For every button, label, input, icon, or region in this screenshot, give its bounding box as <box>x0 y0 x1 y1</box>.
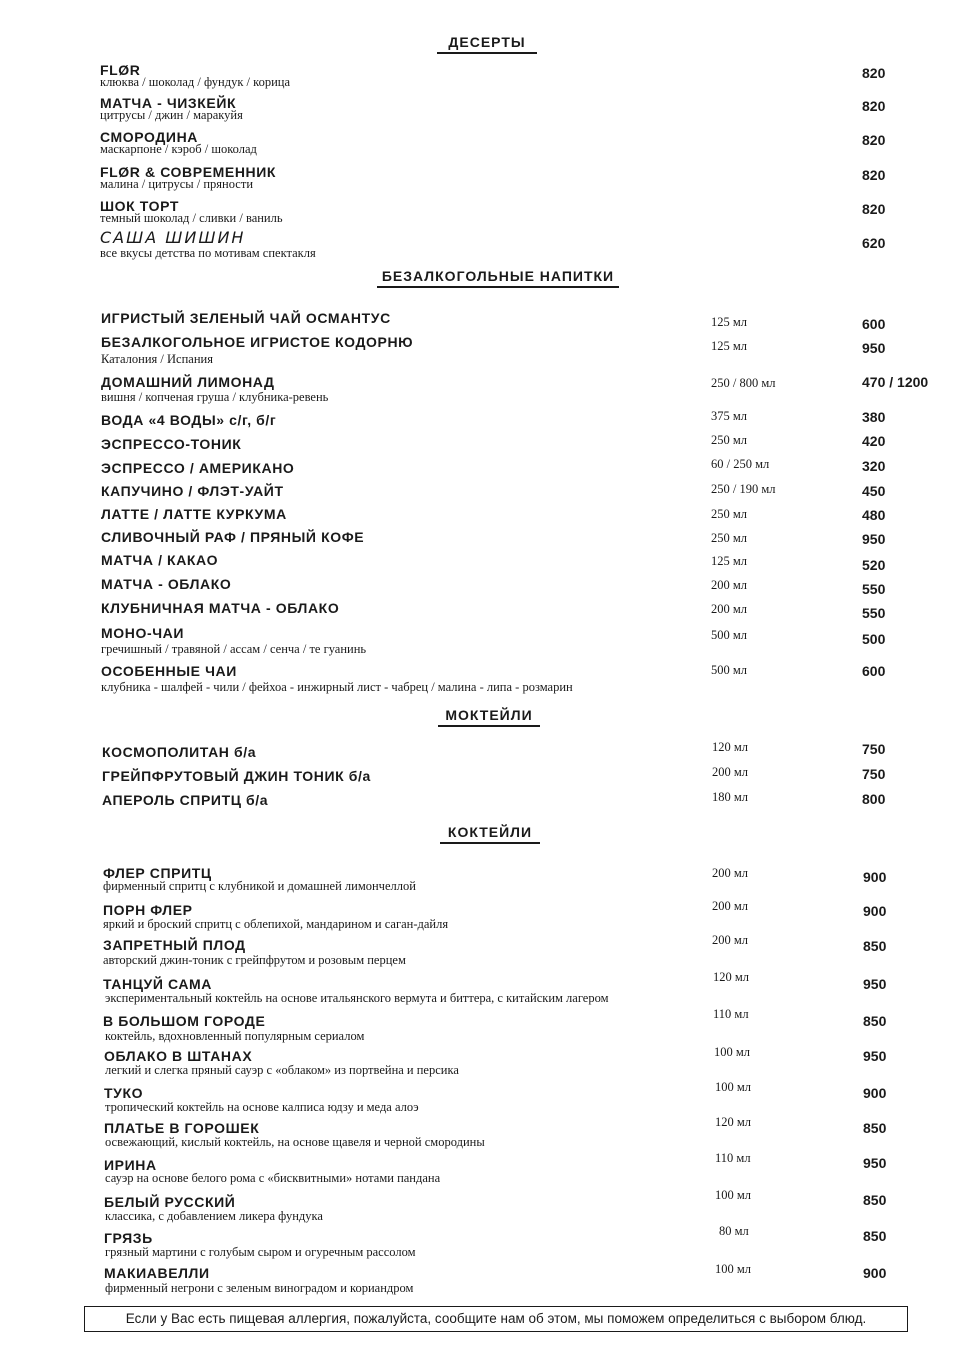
item-name: ПЛАТЬЕ В ГОРОШЕК <box>104 1120 260 1136</box>
dessert-item <box>0 164 964 194</box>
item-price: 320 <box>862 458 886 474</box>
item-name: МАКИАВЕЛЛИ <box>104 1265 210 1281</box>
cocktail-item <box>0 1045 964 1078</box>
item-name: FLØR & СОВРЕМЕННИК <box>100 164 277 180</box>
item-price: 850 <box>863 1228 887 1244</box>
item-price: 380 <box>862 409 886 425</box>
item-volume: 250 / 190 мл <box>711 482 776 496</box>
item-description: авторский джин-тоник с грейпфрутом и розовым перцем <box>103 953 406 967</box>
item-name: СМОРОДИНА <box>100 129 198 145</box>
item-price: 500 <box>862 631 886 647</box>
item-description: коктейль, вдохновленный популярным сериалом <box>105 1029 365 1043</box>
item-price: 850 <box>863 1013 887 1029</box>
item-volume: 110 мл <box>713 1007 749 1021</box>
item-description: фирменный спритц с клубникой и домашней лимончеллой <box>103 879 416 893</box>
cocktail-item <box>0 899 964 932</box>
dessert-item <box>0 62 964 92</box>
item-price: 550 <box>862 581 886 597</box>
cocktail-item <box>0 1224 964 1260</box>
cocktail-item <box>0 1188 964 1224</box>
item-name: FLØR <box>100 62 141 78</box>
item-volume: 180 мл <box>712 790 749 804</box>
drink-item <box>0 663 964 693</box>
item-name: ОБЛАКО В ШТАНАХ <box>104 1048 253 1064</box>
item-price: 820 <box>862 201 886 217</box>
item-price: 820 <box>862 167 886 183</box>
item-volume: 200 мл <box>712 899 749 913</box>
item-description: легкий и слегка пряный сауэр с «облаком» из портвейна и персика <box>105 1063 459 1077</box>
item-name: СЛИВОЧНЫЙ РАФ / ПРЯНЫЙ КОФЕ <box>101 529 365 545</box>
drink-item <box>0 334 964 364</box>
item-volume: 500 мл <box>711 663 748 677</box>
item-name: В БОЛЬШОМ ГОРОДЕ <box>103 1013 266 1029</box>
item-price: 450 <box>862 483 886 499</box>
item-name: БЕЗАЛКОГОЛЬНОЕ ИГРИСТОЕ КОДОРНЮ <box>101 334 414 350</box>
section-desserts <box>0 34 964 54</box>
item-name: ИГРИСТЫЙ ЗЕЛЕНЫЙ ЧАЙ ОСМАНТУС <box>101 310 391 326</box>
item-name: БЕЛЫЙ РУССКИЙ <box>104 1194 236 1210</box>
dessert-item <box>0 95 964 125</box>
cocktail-item <box>0 933 964 967</box>
item-price: 620 <box>862 235 886 251</box>
item-price: 900 <box>863 1085 887 1101</box>
mocktail-item <box>0 792 964 822</box>
item-name: ДОМАШНИЙ ЛИМОНАД <box>101 374 275 390</box>
item-volume: 250 мл <box>711 433 748 447</box>
cocktail-item <box>0 1115 964 1150</box>
item-name: ГРЕЙПФРУТОВЫЙ ДЖИН ТОНИК б/а <box>102 768 371 784</box>
item-price: 850 <box>863 1120 887 1136</box>
item-volume: 60 / 250 мл <box>711 457 770 471</box>
item-name: ТАНЦУЙ САМА <box>103 976 213 992</box>
section-mocktails <box>0 707 964 727</box>
item-description: цитрусы / джин / маракуйя <box>100 108 243 122</box>
item-description: все вкусы детства по мотивам спектакля <box>100 246 316 260</box>
allergy-notice: Если у Вас есть пищевая аллергия, пожалуйста, сообщите нам об этом, мы поможем определиться с выбором блюд. <box>84 1306 908 1332</box>
item-name: ВОДА «4 ВОДЫ» с/г, б/г <box>101 412 277 428</box>
item-name: ОСОБЕННЫЕ ЧАИ <box>101 663 237 679</box>
item-price: 950 <box>863 976 887 992</box>
item-price: 820 <box>862 132 886 148</box>
item-name: САША ШИШИН <box>100 228 246 247</box>
item-description: темный шоколад / сливки / ваниль <box>100 211 283 225</box>
item-volume: 500 мл <box>711 628 748 642</box>
cocktail-item <box>0 970 964 1006</box>
item-name: ТУКО <box>104 1085 144 1101</box>
item-description: сауэр на основе белого рома с «бисквитными» нотами пандана <box>105 1171 441 1185</box>
cocktail-item <box>0 1007 964 1043</box>
item-description: грязный мартини с голубым сыром и огуречным рассолом <box>105 1245 416 1259</box>
item-name: ЭСПРЕССО-ТОНИК <box>101 436 242 452</box>
item-volume: 250 мл <box>711 507 748 521</box>
item-price: 820 <box>862 98 886 114</box>
item-volume: 250 / 800 мл <box>711 376 776 390</box>
item-name: ФЛЕР СПРИТЦ <box>103 865 212 881</box>
item-volume: 100 мл <box>715 1080 752 1094</box>
item-volume: 250 мл <box>711 531 748 545</box>
item-volume: 200 мл <box>712 933 749 947</box>
section-title: БЕЗАЛКОГОЛЬНЫЕ НАПИТКИ <box>377 268 619 288</box>
item-volume: 200 мл <box>711 602 748 616</box>
item-volume: 110 мл <box>715 1151 751 1165</box>
item-volume: 120 мл <box>713 970 750 984</box>
item-volume: 100 мл <box>715 1262 752 1276</box>
item-volume: 100 мл <box>715 1188 752 1202</box>
item-price: 900 <box>863 1265 887 1281</box>
item-name: КАПУЧИНО / ФЛЭТ-УАЙТ <box>101 483 284 499</box>
item-name: ЭСПРЕССО / АМЕРИКАНО <box>101 460 295 476</box>
item-price: 480 <box>862 507 886 523</box>
item-volume: 200 мл <box>712 866 749 880</box>
item-price: 470 / 1200 <box>862 374 929 390</box>
item-name: МАТЧА / КАКАО <box>101 552 219 568</box>
item-price: 550 <box>862 605 886 621</box>
item-description: гречишный / травяной / ассам / сенча / те гуанинь <box>101 642 367 656</box>
item-price: 900 <box>863 903 887 919</box>
item-description: яркий и броский спритц с облепихой, мандарином и саган-дайля <box>103 917 449 931</box>
drink-item <box>0 625 964 655</box>
section-cocktails <box>0 824 964 844</box>
item-volume: 125 мл <box>711 339 748 353</box>
item-name: МОНО-ЧАИ <box>101 625 185 641</box>
item-name: ЛАТТЕ / ЛАТТЕ КУРКУМА <box>101 506 287 522</box>
item-volume: 125 мл <box>711 315 748 329</box>
item-price: 950 <box>863 1155 887 1171</box>
item-volume: 125 мл <box>711 554 748 568</box>
item-price: 950 <box>862 531 886 547</box>
cocktail-item <box>0 1080 964 1115</box>
item-description: Каталония / Испания <box>101 352 213 366</box>
item-price: 520 <box>862 557 886 573</box>
item-volume: 120 мл <box>715 1115 752 1129</box>
item-description: освежающий, кислый коктейль, на основе щавеля и черной смородины <box>105 1135 485 1149</box>
item-price: 420 <box>862 433 886 449</box>
section-title: МОКТЕЙЛИ <box>438 707 540 727</box>
item-description: вишня / копченая груша / клубника-ревень <box>101 390 329 404</box>
item-price: 950 <box>862 340 886 356</box>
item-price: 800 <box>862 791 886 807</box>
item-description: классика, с добавлением ликера фундука <box>105 1209 323 1223</box>
item-price: 850 <box>863 1192 887 1208</box>
item-volume: 200 мл <box>712 765 749 779</box>
item-name: ГРЯЗЬ <box>104 1230 153 1246</box>
cocktail-item <box>0 1262 964 1295</box>
item-description: клюква / шоколад / фундук / корица <box>100 75 290 89</box>
item-name: КОСМОПОЛИТАН б/а <box>102 744 257 760</box>
item-price: 820 <box>862 65 886 81</box>
section-title: КОКТЕЙЛИ <box>440 824 540 844</box>
drink-item <box>0 374 964 404</box>
cocktail-item <box>0 865 964 895</box>
section-soft-drinks <box>0 268 964 288</box>
item-description: маскарпоне / кэроб / шоколад <box>100 142 257 156</box>
item-description: экспериментальный коктейль на основе итальянского вермута и биттера, с китайским лагером <box>105 991 609 1005</box>
item-price: 600 <box>862 316 886 332</box>
dessert-item <box>0 198 964 228</box>
item-volume: 375 мл <box>711 409 748 423</box>
item-volume: 120 мл <box>712 740 749 754</box>
item-name: МАТЧА - ЧИЗКЕЙК <box>100 95 237 111</box>
cocktail-item <box>0 1151 964 1187</box>
item-price: 900 <box>863 869 887 885</box>
item-price: 750 <box>862 766 886 782</box>
item-name: ИРИНА <box>104 1157 157 1173</box>
item-price: 950 <box>863 1048 887 1064</box>
item-description: клубника - шалфей - чили / фейхоа - инжирный лист - чабрец / малина - липа - розмарин <box>101 680 573 694</box>
item-description: малина / цитрусы / пряности <box>100 177 254 191</box>
item-name: МАТЧА - ОБЛАКО <box>101 576 232 592</box>
item-name: КЛУБНИЧНАЯ МАТЧА - ОБЛАКО <box>101 600 340 616</box>
item-price: 750 <box>862 741 886 757</box>
item-name: ШОК ТОРТ <box>100 198 179 214</box>
dessert-item <box>0 230 964 260</box>
item-volume: 200 мл <box>711 578 748 592</box>
item-volume: 80 мл <box>719 1224 749 1238</box>
item-price: 600 <box>862 663 886 679</box>
item-description: тропический коктейль на основе калписа юдзу и меда алоэ <box>105 1100 419 1114</box>
item-name: ЗАПРЕТНЫЙ ПЛОД <box>103 937 246 953</box>
section-title: ДЕСЕРТЫ <box>437 34 537 54</box>
dessert-item <box>0 129 964 159</box>
item-name: ПОРН ФЛЕР <box>103 902 193 918</box>
item-volume: 100 мл <box>714 1045 751 1059</box>
item-name: АПЕРОЛЬ СПРИТЦ б/а <box>102 792 269 808</box>
item-price: 850 <box>863 938 887 954</box>
item-description: фирменный негрони с зеленым виноградом и кориандром <box>105 1281 414 1295</box>
